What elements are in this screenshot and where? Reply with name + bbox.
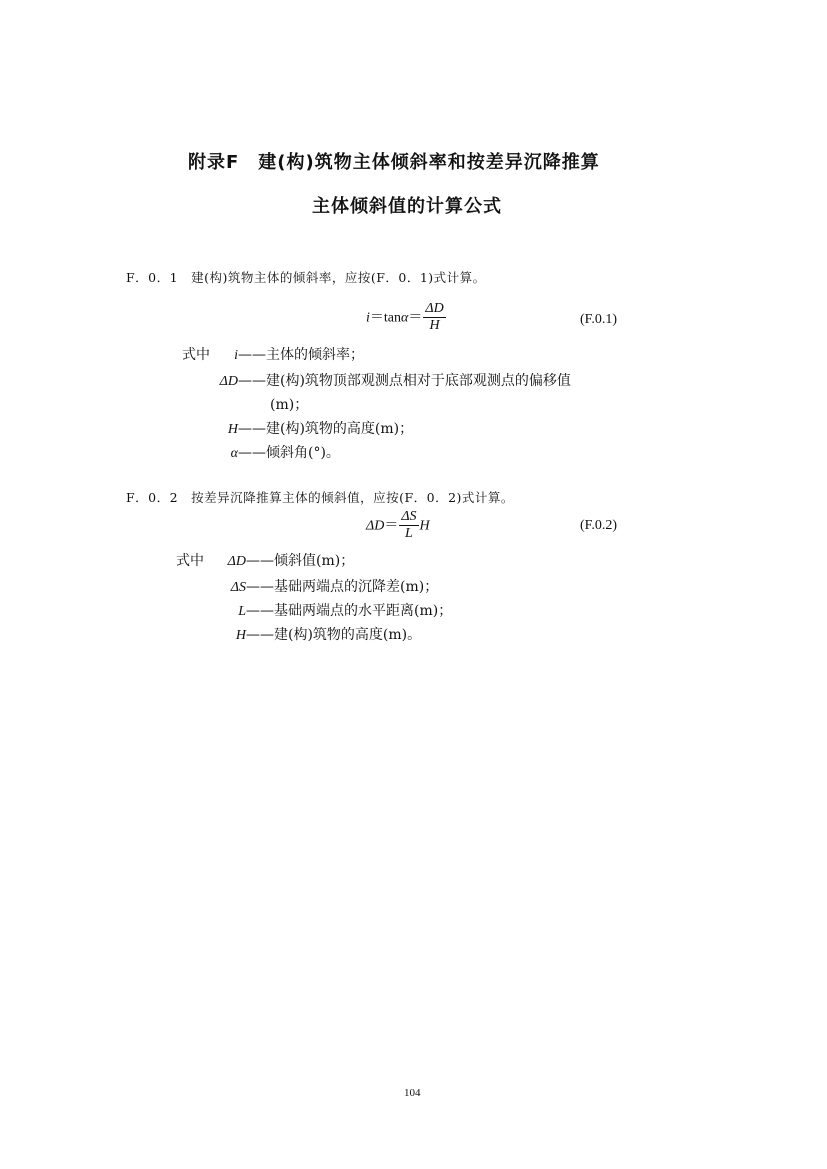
definition-row xyxy=(200,442,340,462)
formula-f01-eq2: ＝ xyxy=(408,309,423,326)
definition-dash: —— xyxy=(238,373,266,389)
definition-symbol: H xyxy=(235,628,246,643)
definition-symbol: ΔD xyxy=(227,554,246,569)
equation-number-f01: (F.0.1) xyxy=(580,312,617,327)
definition-continuation: (m)； xyxy=(270,397,309,413)
appendix-title-line1: 附录F 建(构)筑物主体倾斜率和按差异沉降推算 xyxy=(188,152,600,173)
definition-symbol: ΔD xyxy=(219,374,238,389)
formula-f01-lhs: i xyxy=(366,310,370,326)
definition-row xyxy=(200,344,364,364)
definition-text: 建(构)筑物顶部观测点相对于底部观测点的偏移值 xyxy=(266,373,571,389)
formula-f02 xyxy=(366,510,430,541)
definition-text: 倾斜角(°)。 xyxy=(266,445,340,461)
definition-symbol: H xyxy=(227,422,238,437)
definition-dash: —— xyxy=(246,627,274,643)
definition-dash: —— xyxy=(246,579,274,595)
definition-symbol: L xyxy=(238,604,246,619)
formula-f01-numerator: ΔD xyxy=(425,301,444,316)
appendix-title-line2: 主体倾斜值的计算公式 xyxy=(312,196,502,217)
formula-f01-eq1: ＝ xyxy=(369,309,384,326)
definition-text: 基础两端点的沉降差(m)； xyxy=(274,579,439,595)
definition-row xyxy=(200,418,413,438)
formula-f02-tail: H xyxy=(419,518,430,534)
definition-symbol: α xyxy=(230,446,238,461)
definition-row xyxy=(198,600,452,620)
formula-f02-numerator: ΔS xyxy=(401,509,417,524)
equation-number-f02: (F.0.2) xyxy=(580,518,617,533)
formula-f02-eq: ＝ xyxy=(384,517,399,534)
definition-symbol: ΔS xyxy=(230,580,246,595)
formula-f01-alpha: α xyxy=(401,310,409,326)
definition-row xyxy=(200,370,571,390)
definition-text: 基础两端点的水平距离(m)； xyxy=(274,603,453,619)
formula-f02-lhs: ΔD xyxy=(366,518,385,534)
definition-dash: —— xyxy=(246,603,274,619)
where-label-2: 式中 xyxy=(176,553,204,569)
page-number: 104 xyxy=(404,1087,421,1099)
definition-dash: —— xyxy=(238,445,266,461)
definition-text: 建(构)筑物的高度(m)。 xyxy=(274,627,422,643)
formula-f01-tan: tan xyxy=(383,310,401,326)
definition-text: 主体的倾斜率； xyxy=(266,347,364,363)
where-label-1: 式中 xyxy=(182,347,210,363)
definition-dash: —— xyxy=(238,421,266,437)
clause-f01-text: F．0．1 建(构)筑物主体的倾斜率，应按(F．0．1)式计算。 xyxy=(126,270,486,285)
formula-f02-denominator: L xyxy=(405,526,413,541)
definition-symbol: i xyxy=(234,348,238,363)
definition-row xyxy=(198,550,354,570)
definition-dash: —— xyxy=(238,347,266,363)
definition-dash: —— xyxy=(246,553,274,569)
formula-f01 xyxy=(366,302,447,333)
definition-row xyxy=(198,624,421,644)
definition-row xyxy=(198,576,438,596)
clause-f02-text: F．0．2 按差异沉降推算主体的倾斜值，应按(F．0．2)式计算。 xyxy=(126,490,514,505)
formula-f01-fraction xyxy=(423,302,445,333)
formula-f02-fraction xyxy=(399,510,418,541)
definition-text: 倾斜值(m)； xyxy=(274,553,355,569)
definition-text: 建(构)筑物的高度(m)； xyxy=(266,421,414,437)
formula-f01-denominator: H xyxy=(429,318,440,333)
